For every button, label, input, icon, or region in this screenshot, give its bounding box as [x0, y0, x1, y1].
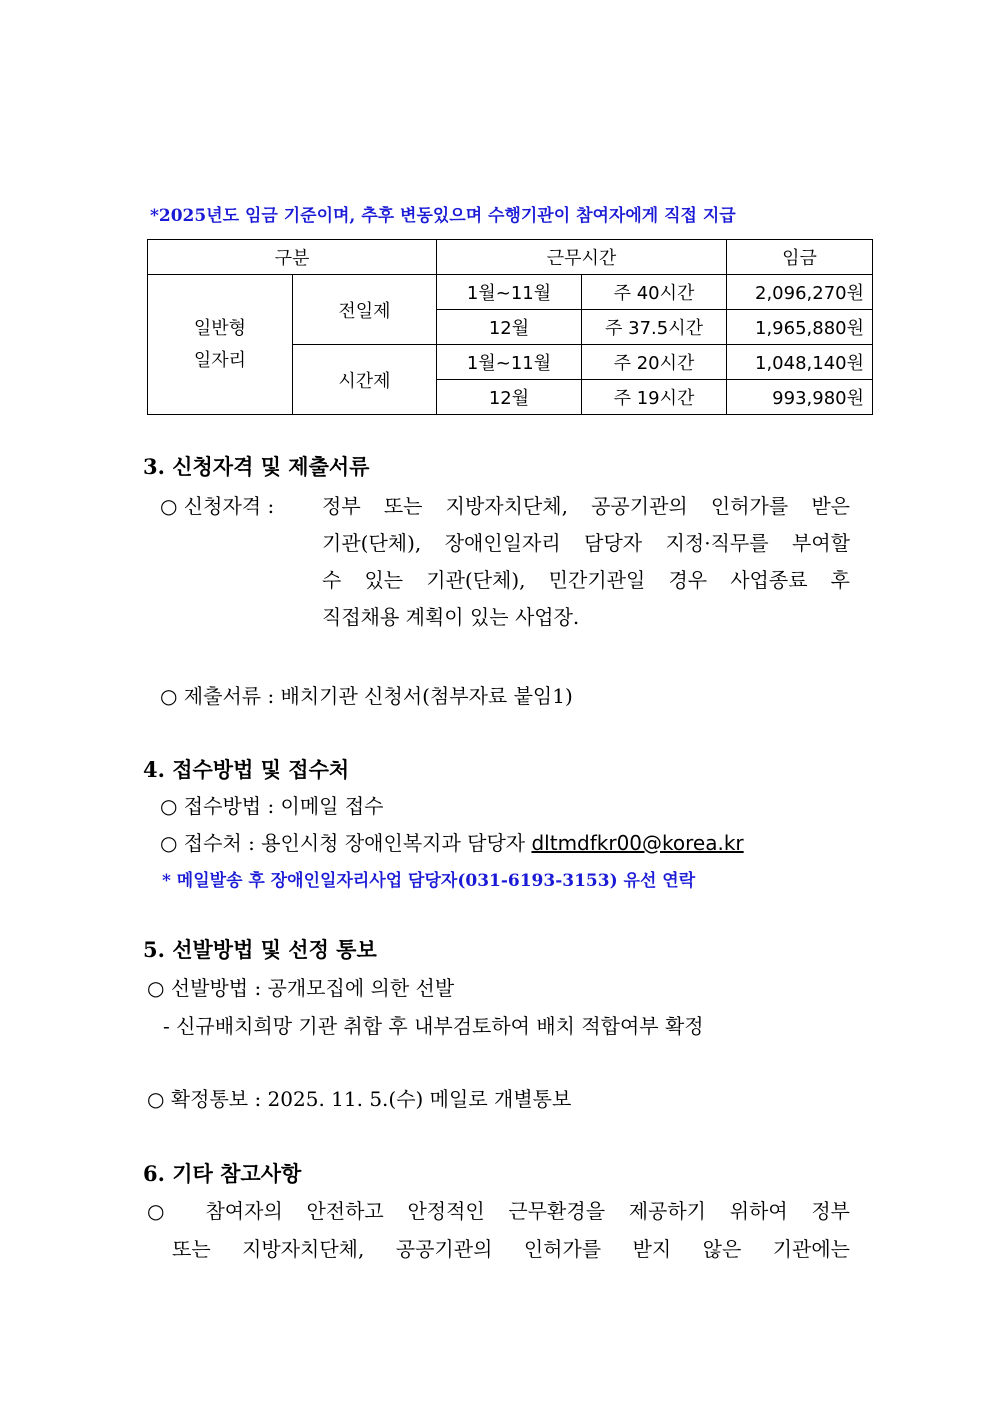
- eligibility-label: ○ 신청자격 :: [160, 494, 275, 518]
- wage-cell: 2,096,270원: [727, 275, 873, 310]
- section3-title: 3. 신청자격 및 제출서류: [143, 454, 370, 479]
- eligibility-line-3: 수 있는 기관(단체), 민간기관일 경우 사업종료 후: [322, 568, 850, 592]
- job-type-label-2: 일자리: [193, 349, 247, 371]
- confirmation-item: ○ 확정통보 : 2025. 11. 5.(수) 메일로 개별통보: [147, 1087, 572, 1111]
- period-cell: 12월: [437, 380, 582, 415]
- eligibility-line-1: 정부 또는 지방자치단체, 공공기관의 인허가를 받은: [322, 494, 850, 518]
- period-cell: 1월~11월: [437, 345, 582, 380]
- hours-cell: 주 37.5시간: [582, 310, 727, 345]
- selection-method-detail: - 신규배치희망 기관 취합 후 내부검토하여 배치 적합여부 확정: [163, 1014, 704, 1038]
- wage-note: *2025년도 임금 기준이며, 추후 변동있으며 수행기관이 참여자에게 직접 지급: [150, 206, 736, 226]
- header-category: 구분: [148, 240, 437, 275]
- notes-line-1: ○ 참여자의 안전하고 안정적인 근무환경을 제공하기 위하여 정부: [147, 1199, 850, 1223]
- submission-place-text: ○ 접수처 : 용인시청 장애인복지과 담당자: [160, 831, 532, 855]
- group-name-cell: 전일제: [293, 275, 437, 345]
- wage-cell: 993,980원: [727, 380, 873, 415]
- table-row: [148, 275, 873, 310]
- section5-title: 5. 선발방법 및 선정 통보: [143, 937, 377, 962]
- period-cell: 12월: [437, 310, 582, 345]
- section6-title: 6. 기타 참고사항: [143, 1161, 302, 1186]
- submission-method-item: ○ 접수방법 : 이메일 접수: [160, 794, 384, 818]
- notes-line-2: 또는 지방자치단체, 공공기관의 인허가를 받지 않은 기관에는: [172, 1237, 850, 1261]
- hours-cell: 주 40시간: [582, 275, 727, 310]
- period-cell: 1월~11월: [437, 275, 582, 310]
- section4-title: 4. 접수방법 및 접수처: [143, 757, 350, 782]
- contact-note: * 메일발송 후 장애인일자리사업 담당자(031-6193-3153) 유선 연락: [162, 871, 696, 891]
- wage-table: [147, 239, 873, 415]
- hours-cell: 주 19시간: [582, 380, 727, 415]
- header-wage: 임금: [727, 240, 873, 275]
- wage-cell: 1,048,140원: [727, 345, 873, 380]
- eligibility-line-4: 직접채용 계획이 있는 사업장.: [322, 605, 580, 629]
- group-name-cell: 시간제: [293, 345, 437, 415]
- email-link[interactable]: dltmdfkr00@korea.kr: [531, 831, 744, 855]
- eligibility-line-2: 기관(단체), 장애인일자리 담당자 지정·직무를 부여할: [322, 531, 850, 555]
- hours-cell: 주 20시간: [582, 345, 727, 380]
- wage-cell: 1,965,880원: [727, 310, 873, 345]
- documents-item: ○ 제출서류 : 배치기관 신청서(첨부자료 붙임1): [160, 684, 573, 708]
- job-type-label-1: 일반형: [193, 317, 247, 339]
- selection-method-item: ○ 선발방법 : 공개모집에 의한 선발: [147, 976, 455, 1000]
- job-type-cell: [148, 275, 293, 415]
- table-header-row: [148, 240, 873, 275]
- header-work-hours: 근무시간: [437, 240, 727, 275]
- submission-place-item: [160, 827, 744, 856]
